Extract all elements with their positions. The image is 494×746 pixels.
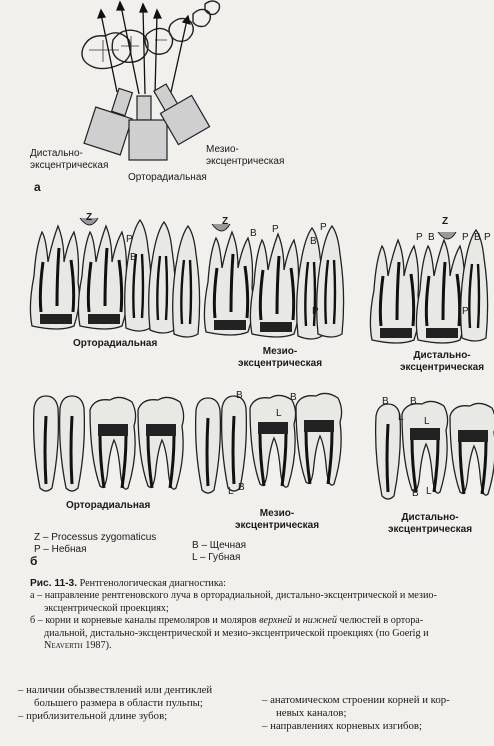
figure-title: Рентгенологическая диагностика: (77, 578, 227, 589)
bullets-right: – анатомическом строении корней и кор- невых каналов; – направлениях корневых изгибов; (262, 694, 492, 732)
bullet-root-anatomy: – анатомическом строении корней и кор- (262, 694, 450, 706)
marker-p: P (126, 234, 133, 245)
marker-p: P (312, 306, 319, 317)
marker-l: L (426, 486, 432, 497)
marker-p: P (462, 306, 469, 317)
lower-label-ortho: Орторадиальная (66, 500, 151, 511)
label-orthoradial: Орторадиальная (128, 172, 207, 183)
legend-p: P – Небная (34, 544, 87, 555)
ortho-tube (129, 120, 167, 160)
marker-p: P (484, 232, 491, 243)
marker-b: B (130, 252, 137, 263)
figure-caption: Рис. 11-3. Рентгенологическая диагностика: а – направление рентгеновского луча в орторадиальной, дистально-эксцентрической и мезио- эксцентрической проекциях; б – корни и корневые каналы премоляров и моляров верхней и нижней челюстей в ортора- диальной, дистально-эксцентрической и мезио-эксцентрической проекциях (по Goerig и Neaverth 1987). (30, 578, 492, 652)
marker-l: L (228, 486, 234, 497)
marker-b: B (310, 236, 317, 247)
upper-label-distal: Дистально- эксцентрическая (399, 350, 485, 373)
marker-b: B (250, 228, 257, 239)
upper-label-mesio: Мезио- эксцентрическая (237, 346, 323, 369)
marker-p: P (272, 224, 279, 235)
caption-item-b: б – корни и корневые каналы премоляров и моляров верхней и нижней челюстей в ортора- (30, 615, 424, 627)
legend-l: L – Губная (192, 552, 241, 563)
marker-p: P (462, 232, 469, 243)
label-mesio-eccentric: Мезио- эксцентрическая (206, 144, 285, 167)
marker-l: L (398, 412, 404, 423)
upper-teeth-radiographs (0, 210, 494, 346)
caption-item-a: а – направление рентгеновского луча в орторадиальной, дистально-эксцентрической и мезио- (30, 590, 437, 602)
label-distal-eccentric: Дистально- эксцентрическая (30, 148, 109, 171)
premolar-outline (145, 28, 173, 54)
marker-z: Z (442, 216, 449, 227)
legend-b: B – Щечная (192, 540, 247, 551)
marker-l: L (424, 416, 430, 427)
marker-b: B (236, 390, 243, 401)
marker-b: B (382, 396, 389, 407)
marker-b: B (412, 488, 419, 499)
marker-z: Z (222, 216, 229, 227)
canine-outline (193, 9, 210, 26)
marker-z: Z (86, 212, 93, 223)
marker-l: L (276, 408, 282, 419)
legend-z: Z – Processus zygomaticus (34, 532, 157, 543)
bullets-left: – наличии обызвествлений или дентиклей большего размера в области пульпы; – приблизительной длине зубов; (18, 684, 248, 722)
marker-b: B (238, 482, 245, 493)
marker-p: P (416, 232, 423, 243)
lower-label-mesio: Мезио- эксцентрическая (234, 508, 320, 531)
lower-label-distal: Дистально- эксцентрическая (387, 512, 473, 535)
marker-b: B (410, 396, 417, 407)
lower-teeth-radiographs (0, 388, 494, 500)
legend-right (192, 540, 246, 564)
marker-b: B (428, 232, 435, 243)
bullet-calcifications: – наличии обызвествлений или дентиклей (18, 684, 213, 696)
marker-b: B (474, 232, 481, 243)
incisor-outline (205, 1, 220, 15)
upper-label-ortho: Орторадиальная (73, 338, 158, 349)
marker-p: P (320, 222, 327, 233)
panel-letter-a: а (34, 180, 41, 194)
bullet-root-curvature: – направлениях корневых изгибов; (262, 719, 423, 732)
legend-left (34, 532, 156, 556)
figure-label: Рис. 11-3. (30, 578, 78, 589)
bullet-tooth-length: – приблизительной длине зубов; (18, 709, 168, 722)
panel-letter-b: б (30, 554, 38, 568)
marker-b: B (290, 392, 297, 403)
